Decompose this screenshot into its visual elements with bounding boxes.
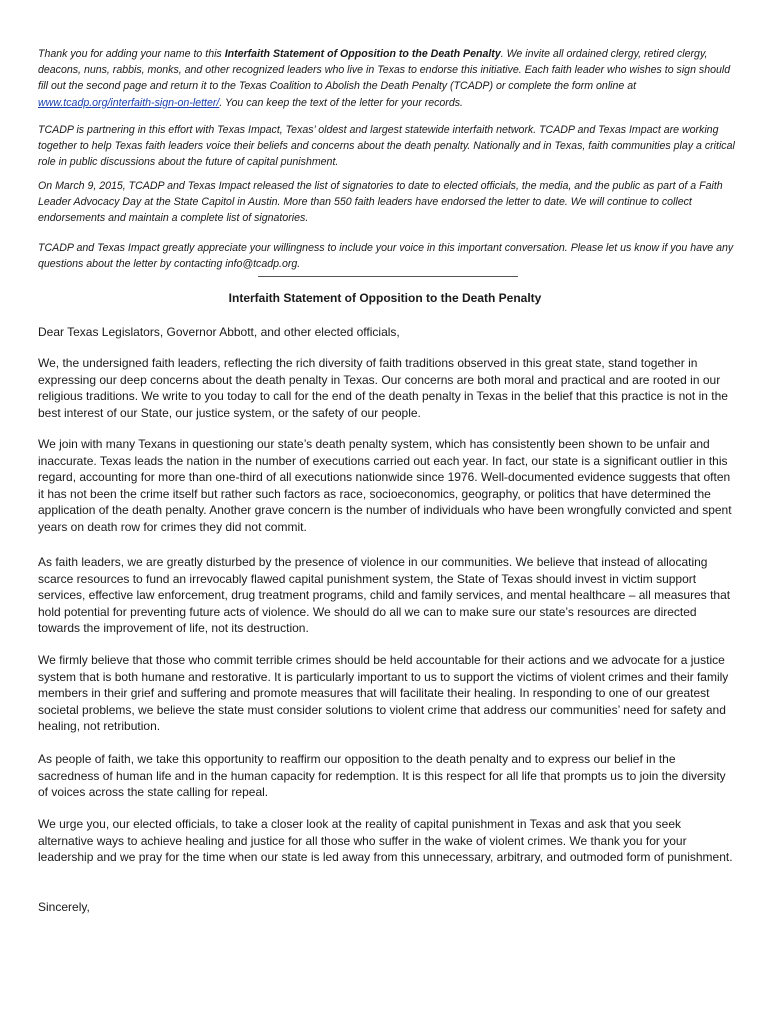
letter-closing: Sincerely, [38,900,90,914]
intro-text: On March 9, 2015, TCADP and Texas Impact released the list of signatories to date to elected officials, the media, and the public as part of a Faith Leader Advocacy Day at the State Capitol in Austin. More than 550 faith leaders have endorsed the letter to date. We will continue to collect endorsements and maintain a complete list of signatories. [38,180,723,225]
letter-title: Interfaith Statement of Opposition to the Death Penalty [228,291,542,305]
intro-paragraph-4 [38,240,738,272]
statement-title-emphasis: Interfaith Statement of Opposition to the Death Penalty [224,48,501,60]
letter-paragraph: As people of faith, we take this opportunity to reaffirm our opposition to the death penalty and to express our belief in the sacredness of human life and in the human capacity for redemption. It is this respect for all life that prompts us to join the diversity of voices across the state calling for repeal. [38,752,726,800]
letter-paragraph: We, the undersigned faith leaders, reflecting the rich diversity of faith traditions observed in this great state, stand together in expressing our deep concerns about the death penalty in Texas. Our concerns are both moral and practical and are rooted in our religious traditions. We write to you today to call for the end of the death penalty in Texas in the belief that this practice is not in the best interest of our State, our justice system, or the safety of our people. [38,356,728,420]
letter-paragraph: We join with many Texans in questioning our state’s death penalty system, which has consistently been shown to be unfair and inaccurate. Texas leads the nation in the number of executions carried out each year. In fact, our state is a significant outlier in this regard, accounting for more than one-third of all executions nationwide since 1976. Well-documented evidence suggests that often it has not been the crime itself but rather such factors as race, socioeconomics, geography, or politics that have determined the application of the death penalty. Another grave concern is the number of individuals who have been wrongfully convicted and spent years on death row for crimes they did not commit. [38,437,732,534]
intro-text: . You can keep the text of the letter for your records. [219,96,463,109]
intro-text: . We invite all ordained clergy, retired clergy, deacons, nuns, rabbis, monks, and other recognized leaders who live in Texas to endorse this initiative. Each faith leader who wishes to sign should fill out the second page and return it to the Texas Coalition to Abolish the Death Penalty (TCADP) or complete the form online at [38,48,731,93]
letter-paragraph: As faith leaders, we are greatly disturbed by the presence of violence in our communities. We believe that instead of allocating scarce resources to fund an irrevocably flawed capital punishment system, the State of Texas should invest in victim support services, effective law enforcement, drug treatment programs, child and family services, and mental healthcare – all measures that hold potential for preventing future acts of violence. We should do all we can to make sure our state’s resources are directed towards the improvement of life, not its destruction. [38,555,731,636]
intro-text: Thank you for adding your name to this [38,48,225,60]
intro-text: TCADP is partnering in this effort with Texas Impact, Texas’ oldest and largest statewide interfaith network. TCADP and Texas Impact are working together to help Texas faith leaders voice their beliefs and concerns about the death penalty. Nationally and in Texas, faith communities play a critical role in public discussions about the future of capital punishment. [38,124,735,169]
letter-paragraph: We firmly believe that those who commit terrible crimes should be held accountable for their actions and we advocate for a justice system that is both humane and restorative. It is particularly important to us to support the victims of violent crimes and their family members in their grief and suffering and promote measures that will facilitate their healing. In responding to one of our greatest societal problems, we believe the state must consider solutions to violent crime that address our communities’ need for safety and healing, not retribution. [38,653,729,734]
sign-on-link[interactable]: www.tcadp.org/interfaith-sign-on-letter/ [38,96,220,109]
intro-text: TCADP and Texas Impact greatly appreciate your willingness to include your voice in this important conversation. Please let us know if you have any questions about the letter by contacting info@tcadp.org. [38,242,734,271]
intro-paragraph-2 [38,122,738,171]
intro-paragraph-3 [38,178,738,227]
section-divider [258,276,518,277]
letter-paragraph: We urge you, our elected officials, to take a closer look at the reality of capital punishment in Texas and ask that you seek alternative ways to achieve healing and justice for all those who suffer in the wake of violent crimes. We thank you for your leadership and we pray for the time when our state is led away from this unnecessary, arbitrary, and outmoded form of punishment. [38,817,733,865]
letter-salutation: Dear Texas Legislators, Governor Abbott, and other elected officials, [38,325,400,339]
intro-paragraph-1 [38,46,738,111]
